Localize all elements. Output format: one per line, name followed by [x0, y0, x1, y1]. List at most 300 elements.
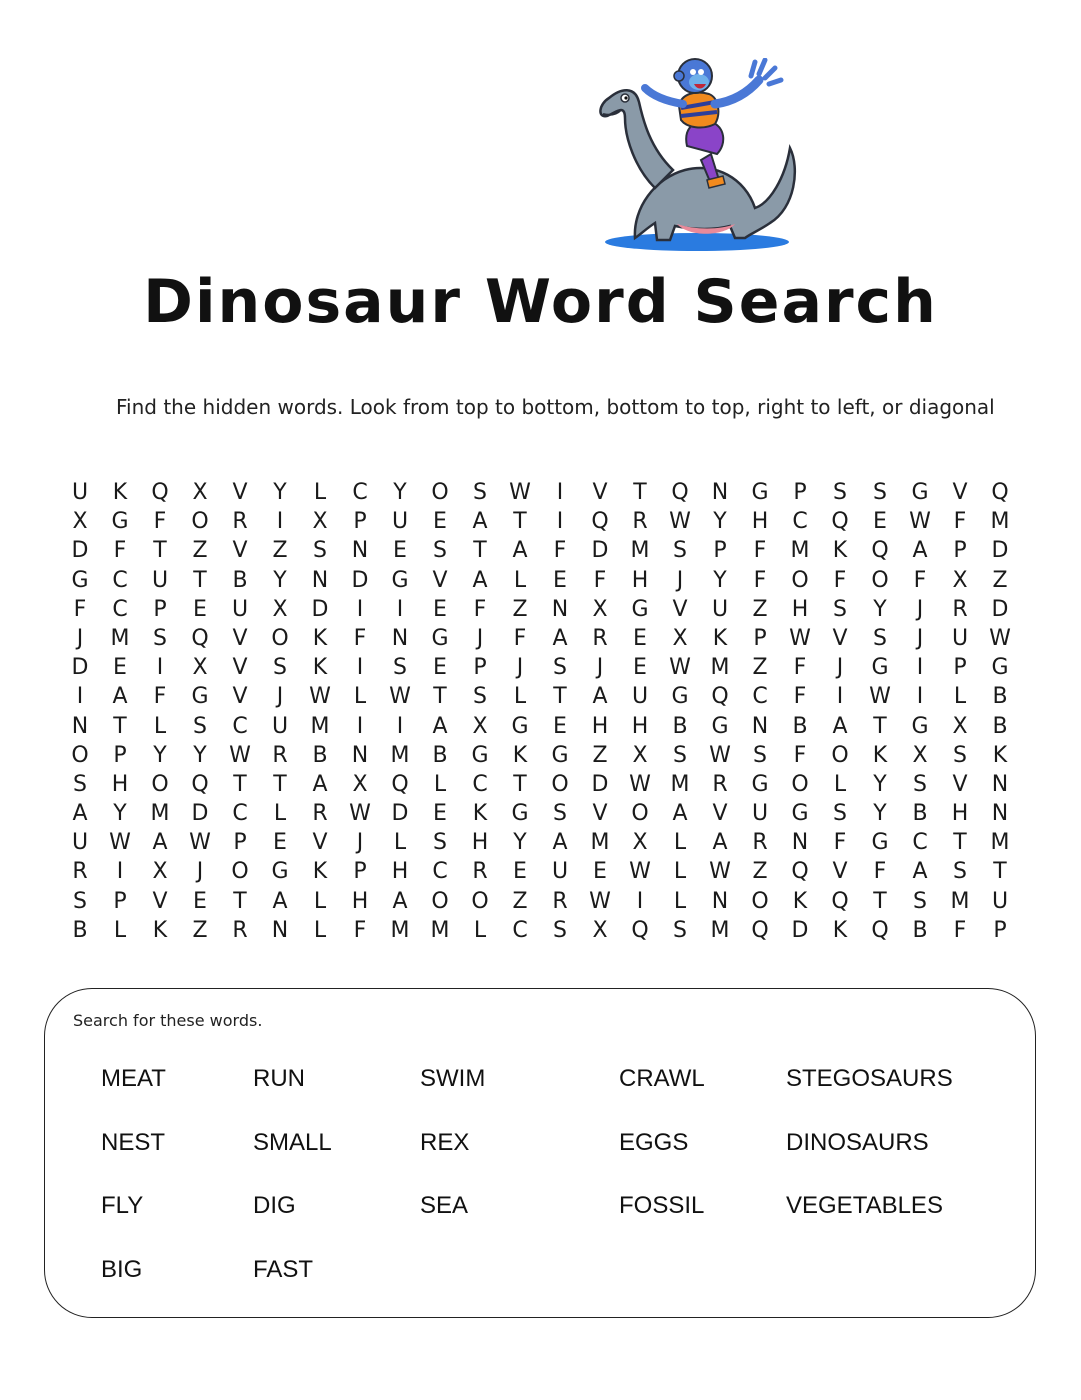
- grid-letter: B: [72, 917, 88, 943]
- grid-letter: V: [952, 480, 968, 505]
- grid-letter: F: [793, 655, 807, 681]
- grid-letter: F: [793, 684, 807, 710]
- grid-letter: C: [352, 480, 368, 505]
- dinosaur-monkey-illustration: [595, 58, 805, 258]
- grid-letter: E: [193, 888, 207, 914]
- grid-letter: M: [630, 538, 650, 564]
- grid-letter: S: [553, 801, 567, 827]
- grid-letter: L: [153, 713, 167, 739]
- grid-letter: K: [112, 480, 128, 505]
- grid-letter: W: [589, 888, 611, 914]
- grid-letter: U: [71, 830, 89, 856]
- grid-letter: J: [836, 655, 844, 681]
- grid-letter: E: [633, 625, 647, 651]
- grid-letter: L: [473, 917, 487, 943]
- grid-letter: J: [356, 830, 364, 856]
- grid-letter: A: [432, 713, 448, 739]
- grid-letter: P: [713, 538, 727, 564]
- grid-letter: E: [513, 859, 527, 885]
- grid-letter: S: [913, 771, 927, 797]
- word-item: FAST: [253, 1256, 314, 1283]
- grid-letter: F: [73, 596, 87, 622]
- grid-letter: O: [271, 625, 289, 651]
- grid-letter: I: [76, 684, 84, 710]
- grid-letter: X: [272, 596, 288, 622]
- grid-letter: G: [871, 830, 889, 856]
- grid-letter: Q: [151, 480, 169, 505]
- grid-letter: U: [71, 480, 89, 505]
- grid-letter: N: [351, 538, 369, 564]
- grid-letter: S: [473, 480, 487, 505]
- grid-letter: M: [990, 509, 1010, 535]
- grid-letter: C: [512, 917, 528, 943]
- grid-letter: X: [952, 567, 968, 593]
- grid-letter: P: [353, 859, 367, 885]
- grid-letter: U: [711, 596, 729, 622]
- grid-letter: J: [596, 655, 604, 681]
- grid-letter: M: [430, 917, 450, 943]
- grid-letter: R: [752, 830, 768, 856]
- grid-letter: O: [191, 509, 209, 535]
- grid-letter: H: [751, 509, 769, 535]
- grid-letter: I: [116, 859, 124, 885]
- grid-letter: P: [113, 742, 127, 768]
- grid-letter: F: [153, 509, 167, 535]
- grid-letter: L: [113, 917, 127, 943]
- grid-letter: M: [310, 713, 330, 739]
- grid-letter: W: [909, 509, 931, 535]
- grid-letter: S: [193, 713, 207, 739]
- grid-letter: W: [229, 742, 251, 768]
- grid-letter: C: [792, 509, 808, 535]
- grid-letter: O: [471, 888, 489, 914]
- grid-letter: G: [431, 625, 449, 651]
- grid-letter: N: [751, 713, 769, 739]
- grid-letter: G: [911, 480, 929, 505]
- grid-letter: X: [632, 742, 648, 768]
- grid-letter: C: [472, 771, 488, 797]
- grid-letter: E: [553, 713, 567, 739]
- monkey-eye-right: [698, 69, 704, 75]
- grid-letter: P: [113, 888, 127, 914]
- grid-letter: R: [72, 859, 88, 885]
- word-item: EGGS: [619, 1129, 689, 1156]
- grid-letter: H: [951, 801, 969, 827]
- grid-letter: I: [156, 655, 164, 681]
- grid-letter: Y: [713, 567, 727, 593]
- grid-letter: F: [593, 567, 607, 593]
- grid-letter: P: [233, 830, 247, 856]
- grid-letter: W: [869, 684, 891, 710]
- grid-letter: F: [913, 567, 927, 593]
- grid-letter: I: [356, 596, 364, 622]
- grid-letter: U: [551, 859, 569, 885]
- grid-letter: L: [673, 859, 687, 885]
- grid-letter: E: [113, 655, 127, 681]
- grid-letter: D: [991, 596, 1009, 622]
- grid-letter: P: [353, 509, 367, 535]
- grid-row: [60, 770, 1020, 799]
- word-item: CRAWL: [619, 1065, 705, 1092]
- grid-letter: L: [433, 771, 447, 797]
- grid-row: [60, 536, 1020, 565]
- grid-letter: Q: [831, 888, 849, 914]
- grid-letter: J: [76, 625, 84, 651]
- word-item: NEST: [101, 1129, 166, 1156]
- grid-letter: Z: [512, 596, 528, 622]
- grid-letter: S: [553, 655, 567, 681]
- grid-letter: P: [473, 655, 487, 681]
- grid-letter: H: [631, 567, 649, 593]
- grid-letter: Q: [791, 859, 809, 885]
- grid-letter: N: [991, 771, 1009, 797]
- grid-letter: M: [710, 655, 730, 681]
- grid-letter: Y: [873, 771, 887, 797]
- grid-letter: B: [232, 567, 248, 593]
- grid-letter: A: [552, 625, 568, 651]
- grid-letter: Q: [871, 917, 889, 943]
- grid-letter: G: [871, 655, 889, 681]
- grid-letter: O: [151, 771, 169, 797]
- grid-row: [60, 478, 1020, 507]
- grid-letter: X: [152, 859, 168, 885]
- grid-letter: Z: [752, 859, 768, 885]
- word-item: MEAT: [101, 1065, 166, 1092]
- grid-letter: F: [753, 538, 767, 564]
- grid-letter: N: [711, 888, 729, 914]
- monkey-arm: [645, 88, 683, 104]
- grid-letter: I: [356, 713, 364, 739]
- grid-letter: T: [553, 684, 567, 710]
- grid-letter: U: [631, 684, 649, 710]
- grid-letter: F: [873, 859, 887, 885]
- grid-letter: V: [232, 625, 248, 651]
- grid-letter: I: [836, 684, 844, 710]
- grid-row: [60, 857, 1020, 886]
- grid-letter: B: [912, 801, 928, 827]
- dinosaur-pupil: [624, 96, 627, 99]
- grid-letter: S: [913, 888, 927, 914]
- grid-letter: X: [912, 742, 928, 768]
- word-list-caption: Search for these words.: [73, 1011, 263, 1030]
- grid-letter: U: [231, 596, 249, 622]
- grid-letter: V: [232, 480, 248, 505]
- grid-letter: K: [872, 742, 888, 768]
- grid-letter: M: [670, 771, 690, 797]
- grid-letter: S: [553, 917, 567, 943]
- grid-letter: W: [989, 625, 1011, 651]
- grid-letter: D: [591, 538, 609, 564]
- grid-letter: W: [509, 480, 531, 505]
- grid-letter: T: [513, 771, 527, 797]
- grid-letter: V: [592, 801, 608, 827]
- grid-letter: X: [672, 625, 688, 651]
- grid-letter: K: [792, 888, 808, 914]
- grid-letter: A: [272, 888, 288, 914]
- grid-letter: C: [112, 596, 128, 622]
- grid-letter: C: [432, 859, 448, 885]
- grid-letter: L: [673, 888, 687, 914]
- grid-letter: O: [791, 567, 809, 593]
- grid-letter: J: [476, 625, 484, 651]
- grid-letter: Q: [711, 684, 729, 710]
- grid-letter: Y: [193, 742, 207, 768]
- grid-row: [60, 682, 1020, 711]
- grid-letter: T: [433, 684, 447, 710]
- grid-letter: P: [153, 596, 167, 622]
- grid-letter: B: [912, 917, 928, 943]
- grid-letter: U: [991, 888, 1009, 914]
- grid-letter: J: [276, 684, 284, 710]
- grid-letter: S: [873, 480, 887, 505]
- grid-letter: C: [912, 830, 928, 856]
- grid-letter: P: [753, 625, 767, 651]
- grid-letter: U: [151, 567, 169, 593]
- grid-letter: G: [271, 859, 289, 885]
- grid-letter: V: [672, 596, 688, 622]
- grid-letter: U: [271, 713, 289, 739]
- grid-letter: J: [916, 596, 924, 622]
- grid-letter: Q: [991, 480, 1009, 505]
- grid-letter: K: [472, 801, 488, 827]
- grid-letter: M: [790, 538, 810, 564]
- grid-letter: R: [472, 859, 488, 885]
- grid-letter: A: [552, 830, 568, 856]
- grid-letter: T: [633, 480, 647, 505]
- grid-letter: J: [516, 655, 524, 681]
- grid-letter: S: [273, 655, 287, 681]
- grid-letter: S: [753, 742, 767, 768]
- grid-letter: G: [711, 713, 729, 739]
- monkey-ear: [674, 71, 684, 81]
- grid-letter: D: [991, 538, 1009, 564]
- grid-letter: S: [833, 596, 847, 622]
- grid-letter: S: [673, 917, 687, 943]
- grid-letter: F: [833, 830, 847, 856]
- grid-letter: D: [791, 917, 809, 943]
- grid-letter: K: [312, 655, 328, 681]
- grid-letter: Q: [591, 509, 609, 535]
- grid-letter: F: [513, 625, 527, 651]
- grid-letter: T: [233, 771, 247, 797]
- grid-letter: R: [272, 742, 288, 768]
- grid-row: [60, 741, 1020, 770]
- grid-letter: Y: [713, 509, 727, 535]
- grid-letter: Q: [751, 917, 769, 943]
- grid-letter: L: [353, 684, 367, 710]
- grid-letter: R: [232, 509, 248, 535]
- grid-letter: S: [393, 655, 407, 681]
- grid-letter: W: [629, 859, 651, 885]
- grid-letter: W: [389, 684, 411, 710]
- grid-row: [60, 887, 1020, 916]
- grid-letter: Y: [393, 480, 407, 505]
- grid-letter: A: [712, 830, 728, 856]
- grid-letter: K: [832, 538, 848, 564]
- grid-letter: G: [911, 713, 929, 739]
- grid-letter: Q: [191, 625, 209, 651]
- instructions-text: Find the hidden words. Look from top to bottom, bottom to top, right to left, or diagonal: [116, 395, 995, 419]
- grid-letter: V: [312, 830, 328, 856]
- grid-letter: E: [433, 801, 447, 827]
- grid-letter: P: [793, 480, 807, 505]
- grid-letter: X: [192, 655, 208, 681]
- grid-letter: L: [673, 830, 687, 856]
- grid-letter: X: [592, 917, 608, 943]
- grid-letter: A: [152, 830, 168, 856]
- grid-letter: Q: [831, 509, 849, 535]
- grid-letter: V: [952, 771, 968, 797]
- grid-letter: F: [553, 538, 567, 564]
- grid-letter: Y: [113, 801, 127, 827]
- grid-letter: T: [993, 859, 1007, 885]
- grid-letter: I: [556, 480, 564, 505]
- grid-letter: F: [953, 509, 967, 535]
- grid-letter: H: [111, 771, 129, 797]
- grid-row: [60, 653, 1020, 682]
- grid-letter: S: [833, 801, 847, 827]
- grid-letter: Y: [873, 801, 887, 827]
- grid-letter: Z: [752, 596, 768, 622]
- grid-letter: O: [791, 771, 809, 797]
- grid-letter: Y: [273, 567, 287, 593]
- grid-letter: Q: [871, 538, 889, 564]
- grid-letter: F: [753, 567, 767, 593]
- grid-letter: G: [751, 771, 769, 797]
- grid-letter: S: [433, 538, 447, 564]
- grid-letter: K: [992, 742, 1008, 768]
- grid-letter: I: [556, 509, 564, 535]
- grid-letter: N: [711, 480, 729, 505]
- word-item: RUN: [253, 1065, 305, 1092]
- grid-letter: J: [676, 567, 684, 593]
- grid-letter: F: [153, 684, 167, 710]
- page-title: Dinosaur Word Search: [143, 267, 938, 337]
- grid-letter: A: [392, 888, 408, 914]
- grid-letter: B: [792, 713, 808, 739]
- grid-letter: G: [71, 567, 89, 593]
- grid-letter: F: [113, 538, 127, 564]
- grid-letter: A: [672, 801, 688, 827]
- grid-row: [60, 799, 1020, 828]
- grid-letter: E: [633, 655, 647, 681]
- grid-letter: L: [313, 888, 327, 914]
- grid-letter: X: [472, 713, 488, 739]
- grid-letter: A: [512, 538, 528, 564]
- grid-letter: G: [391, 567, 409, 593]
- grid-letter: W: [189, 830, 211, 856]
- grid-letter: P: [953, 655, 967, 681]
- grid-letter: N: [311, 567, 329, 593]
- grid-letter: B: [672, 713, 688, 739]
- grid-letter: T: [873, 713, 887, 739]
- grid-letter: V: [232, 684, 248, 710]
- grid-letter: L: [953, 684, 967, 710]
- grid-letter: C: [112, 567, 128, 593]
- grid-letter: B: [992, 684, 1008, 710]
- grid-letter: Z: [512, 888, 528, 914]
- grid-row: [60, 712, 1020, 741]
- grid-letter: S: [473, 684, 487, 710]
- grid-letter: G: [511, 801, 529, 827]
- grid-letter: D: [391, 801, 409, 827]
- grid-letter: V: [712, 801, 728, 827]
- grid-letter: M: [950, 888, 970, 914]
- grid-letter: N: [71, 713, 89, 739]
- grid-letter: E: [433, 655, 447, 681]
- grid-letter: Y: [873, 596, 887, 622]
- word-list-box: [44, 988, 1036, 1318]
- grid-letter: T: [153, 538, 167, 564]
- grid-letter: M: [990, 830, 1010, 856]
- grid-letter: U: [751, 801, 769, 827]
- grid-letter: X: [72, 509, 88, 535]
- grid-row: [60, 507, 1020, 536]
- grid-letter: S: [153, 625, 167, 651]
- grid-letter: F: [953, 917, 967, 943]
- grid-letter: T: [273, 771, 287, 797]
- grid-letter: Q: [191, 771, 209, 797]
- grid-letter: T: [953, 830, 967, 856]
- grid-letter: T: [873, 888, 887, 914]
- grid-letter: N: [271, 917, 289, 943]
- grid-letter: G: [751, 480, 769, 505]
- grid-letter: M: [390, 742, 410, 768]
- grid-letter: R: [632, 509, 648, 535]
- grid-letter: D: [191, 801, 209, 827]
- grid-letter: J: [916, 625, 924, 651]
- grid-letter: T: [193, 567, 207, 593]
- grid-letter: S: [673, 742, 687, 768]
- grid-letter: Q: [671, 480, 689, 505]
- monkey-arm-raised: [715, 80, 759, 104]
- grid-row: [60, 624, 1020, 653]
- grid-letter: L: [393, 830, 407, 856]
- grid-letter: W: [709, 742, 731, 768]
- grid-letter: R: [312, 801, 328, 827]
- grid-letter: A: [912, 859, 928, 885]
- grid-letter: E: [553, 567, 567, 593]
- grid-letter: D: [71, 655, 89, 681]
- grid-letter: O: [631, 801, 649, 827]
- word-item: SMALL: [253, 1129, 332, 1156]
- grid-letter: O: [431, 480, 449, 505]
- grid-letter: N: [791, 830, 809, 856]
- grid-letter: X: [312, 509, 328, 535]
- grid-letter: H: [791, 596, 809, 622]
- grid-letter: C: [232, 801, 248, 827]
- grid-letter: Y: [513, 830, 527, 856]
- grid-letter: L: [833, 771, 847, 797]
- grid-letter: D: [351, 567, 369, 593]
- grid-letter: V: [232, 538, 248, 564]
- grid-letter: S: [73, 771, 87, 797]
- grid-letter: R: [952, 596, 968, 622]
- grid-letter: M: [710, 917, 730, 943]
- grid-letter: S: [873, 625, 887, 651]
- grid-letter: S: [73, 888, 87, 914]
- grid-letter: G: [191, 684, 209, 710]
- grid-letter: E: [193, 596, 207, 622]
- word-item: SEA: [420, 1192, 469, 1219]
- grid-letter: W: [309, 684, 331, 710]
- grid-letter: A: [472, 567, 488, 593]
- grid-letter: K: [312, 625, 328, 651]
- grid-letter: H: [591, 713, 609, 739]
- grid-letter: I: [396, 596, 404, 622]
- grid-letter: F: [473, 596, 487, 622]
- grid-letter: H: [471, 830, 489, 856]
